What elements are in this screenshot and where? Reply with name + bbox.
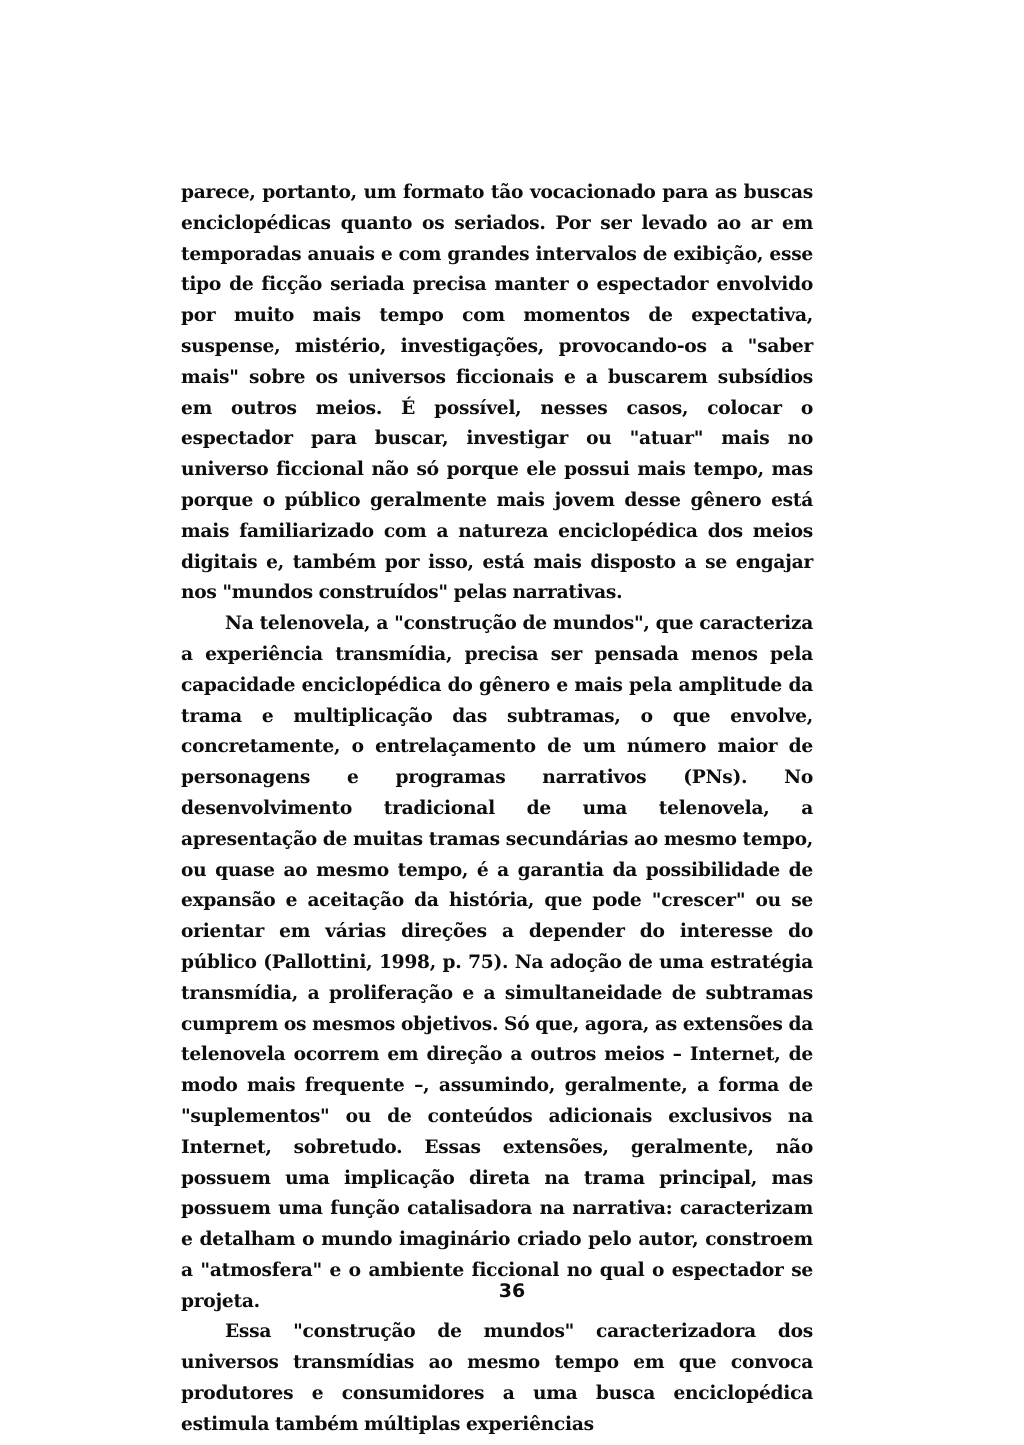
paragraph-3: Essa "construção de mundos" caracterizadora dos universos transmídias ao mesmo tempo em que convoca produtores e consumidores a uma busca enciclopédica estimula também múltiplas experiências xyxy=(181,1321,813,1435)
paragraph-1: parece, portanto, um formato tão vocacionado para as buscas enciclopédicas quanto os seriados. Por ser levado ao ar em temporadas anuais e com grandes intervalos de exibição, esse tipo de ficção seriada precisa manter o espectador envolvido por muito mais tempo com momentos de expectativa, suspense, mistério, investigações, provocando-os a "saber mais" sobre os universos ficcionais e a buscarem subsídios em outros meios. É possível, nesses casos, colocar o espectador para buscar, investigar ou "atuar" mais no universo ficcional não só porque ele possui mais tempo, mas porque o público geralmente mais jovem desse gênero está mais familiarizado com a natureza enciclopédica dos meios digitais e, também por isso, está mais disposto a se engajar nos "mundos construídos" pelas narrativas. xyxy=(181,182,813,604)
paragraph-2: Na telenovela, a "construção de mundos", que caracteriza a experiência transmídia, precisa ser pensada menos pela capacidade enciclopédica do gênero e mais pela amplitude da trama e multiplicação das subtramas, o que envolve, concretamente, o entrelaçamento de um número maior de personagens e programas narrativos (PNs). No desenvolvimento tradicional de uma telenovela, a apresentação de muitas tramas secundárias ao mesmo tempo, ou quase ao mesmo tempo, é a garantia da possibilidade de expansão e aceitação da história, que pode "crescer" ou se orientar em várias direções a depender do interesse do público (Pallottini, 1998, p. 75). Na adoção de uma estratégia transmídia, a proliferação e a simultaneidade de subtramas cumprem os mesmos objetivos. Só que, agora, as extensões da telenovela ocorrem em direção a outros meios – Internet, de modo mais frequente –, assumindo, geralmente, a forma de "suplementos" ou de conteúdos adicionais exclusivos na Internet, sobretudo. Essas extensões, geralmente, não possuem uma implicação direta na trama principal, mas possuem uma função catalisadora na narrativa: caracterizam e detalham o mundo imaginário criado pelo autor, constroem a "atmosfera" e o ambiente ficcional no qual o espectador se projeta. xyxy=(181,613,813,1312)
page-number: 36 xyxy=(498,1280,526,1302)
body-text xyxy=(181,178,813,1441)
